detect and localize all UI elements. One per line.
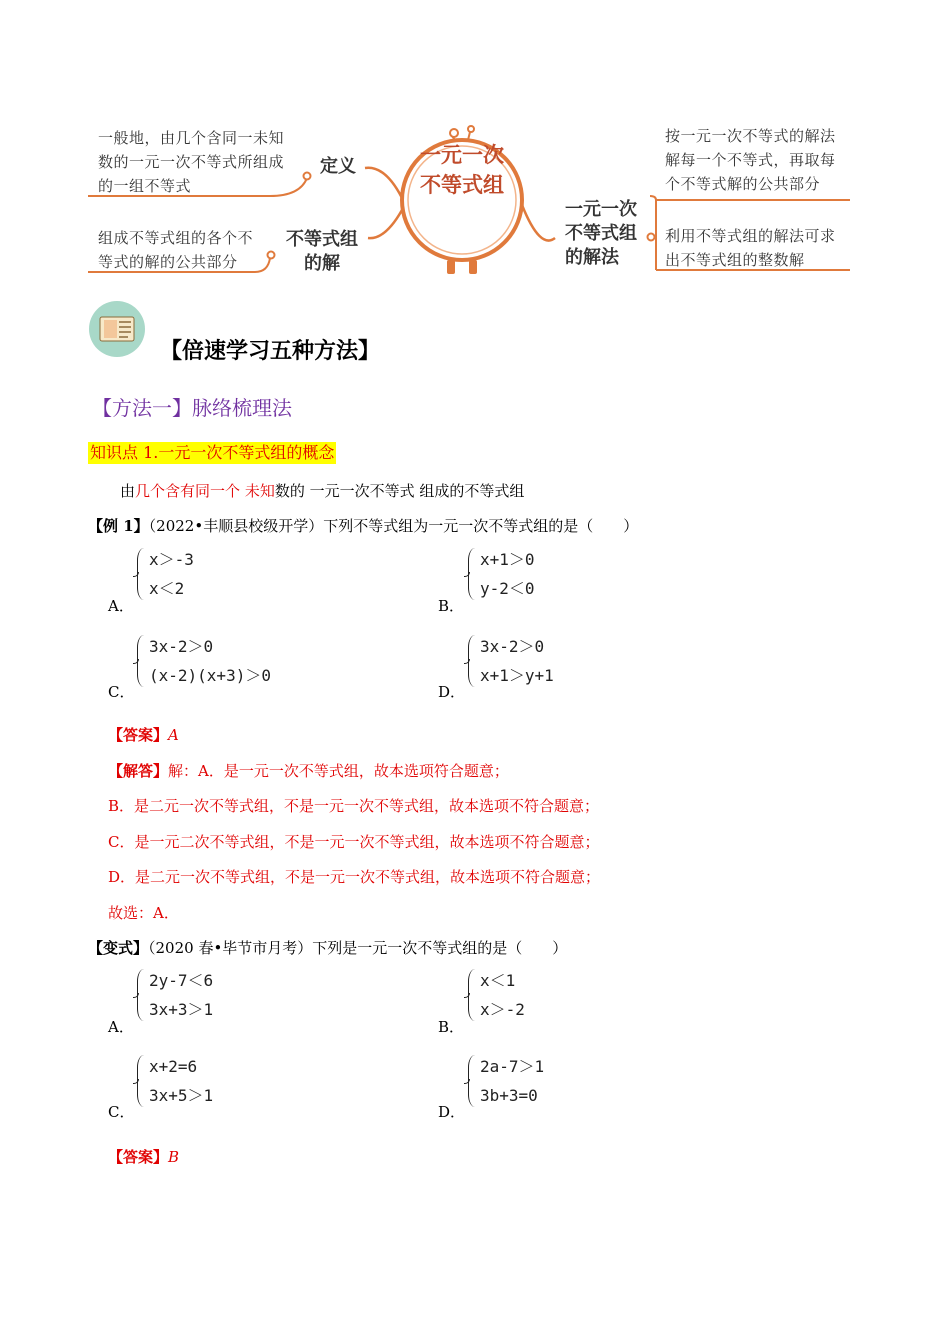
definition-label: 定义: [320, 156, 356, 177]
antenna-ball-right: [468, 126, 474, 132]
example1-solution-line-1: 【解答】解：A．是一元一次不等式组，故本选项符合题意；: [108, 762, 509, 780]
center-title-line-1: 一元一次: [420, 143, 504, 167]
example1-solution-line-4: D．是二元一次不等式组，不是一元一次不等式组，故本选项不符合题意；: [108, 868, 601, 886]
section-title: 【倍速学习五种方法】: [160, 338, 381, 364]
example1-option-d-label[interactable]: D．: [438, 683, 466, 701]
example1-option-d-system: 3x-2＞0 x+1＞y+1: [468, 632, 554, 690]
mind-map: [0, 0, 950, 300]
method-text-2: 利用不等式组的解法可求 出不等式组的整数解: [665, 227, 836, 269]
variant-option-b-label[interactable]: B．: [438, 1018, 465, 1036]
example1-question: 【例 1】（2022•丰顺县校级开学）下列不等式组为一元一次不等式组的是（ ）: [88, 517, 639, 535]
example1-option-b-system: x+1＞0 y-2＜0: [468, 545, 535, 603]
book-icon: [88, 300, 146, 358]
antenna-ball-left: [450, 129, 458, 137]
variant-option-b-system: x＜1 x＞-2: [468, 966, 525, 1024]
center-title-line-2: 不等式组: [420, 173, 504, 197]
foot-left: [447, 260, 455, 274]
variant-question: 【变式】（2020 春•毕节市月考）下列是一元一次不等式组的是（ ）: [88, 939, 568, 957]
variant-option-a-label[interactable]: A．: [108, 1018, 134, 1036]
branch-method: [522, 205, 555, 241]
method-label: 一元一次 不等式组 的解法: [565, 199, 637, 268]
method-text-1: 按一元一次不等式的解法 解每一个不等式，再取每 个不等式解的公共部分: [665, 127, 836, 193]
example1-answer: 【答案】A: [108, 726, 179, 744]
solution-label: 不等式组 的解: [286, 229, 358, 274]
example1-option-a-system: x＞-3 x＜2: [137, 545, 194, 603]
example1-solution-line-5: 故选：A．: [108, 904, 179, 922]
foot-right: [469, 260, 477, 274]
example1-option-c-label[interactable]: C．: [108, 683, 135, 701]
example1-solution-line-3: C．是一元二次不等式组，不是一元一次不等式组，故本选项不符合题意；: [108, 833, 600, 851]
variant-answer: 【答案】B: [108, 1148, 180, 1166]
definition-text: 一般地，由几个含同一未知 数的一元一次不等式所组成 的一组不等式: [98, 129, 285, 195]
method-title: 【方法一】脉络梳理法: [92, 396, 292, 420]
center-title: [402, 140, 522, 200]
example1-solution-line-2: B．是二元一次不等式组，不是一元一次不等式组，故本选项不符合题意；: [108, 797, 600, 815]
variant-option-a-system: 2y-7＜6 3x+3＞1: [137, 966, 213, 1024]
solution-text: 组成不等式组的各个不 等式的解的公共部分: [98, 229, 254, 271]
variant-option-c-system: x+2=6 3x+5＞1: [137, 1052, 213, 1110]
underline-method-1: [650, 196, 656, 200]
variant-option-c-label[interactable]: C．: [108, 1103, 135, 1121]
definition-line: 由几个含有同一个 未知数的 一元一次不等式 组成的不等式组: [120, 482, 525, 500]
example1-option-a-label[interactable]: A．: [108, 597, 134, 615]
variant-option-d-system: 2a-7＞1 3b+3=0: [468, 1052, 544, 1110]
variant-option-d-label[interactable]: D．: [438, 1103, 466, 1121]
branch-definition: [365, 168, 402, 198]
branch-solution: [368, 210, 402, 238]
knowledge-point-title: 知识点 1.一元一次不等式组的概念: [90, 443, 335, 462]
example1-option-c-system: 3x-2＞0 (x-2)(x+3)＞0: [137, 632, 271, 690]
example1-option-b-label[interactable]: B．: [438, 597, 465, 615]
